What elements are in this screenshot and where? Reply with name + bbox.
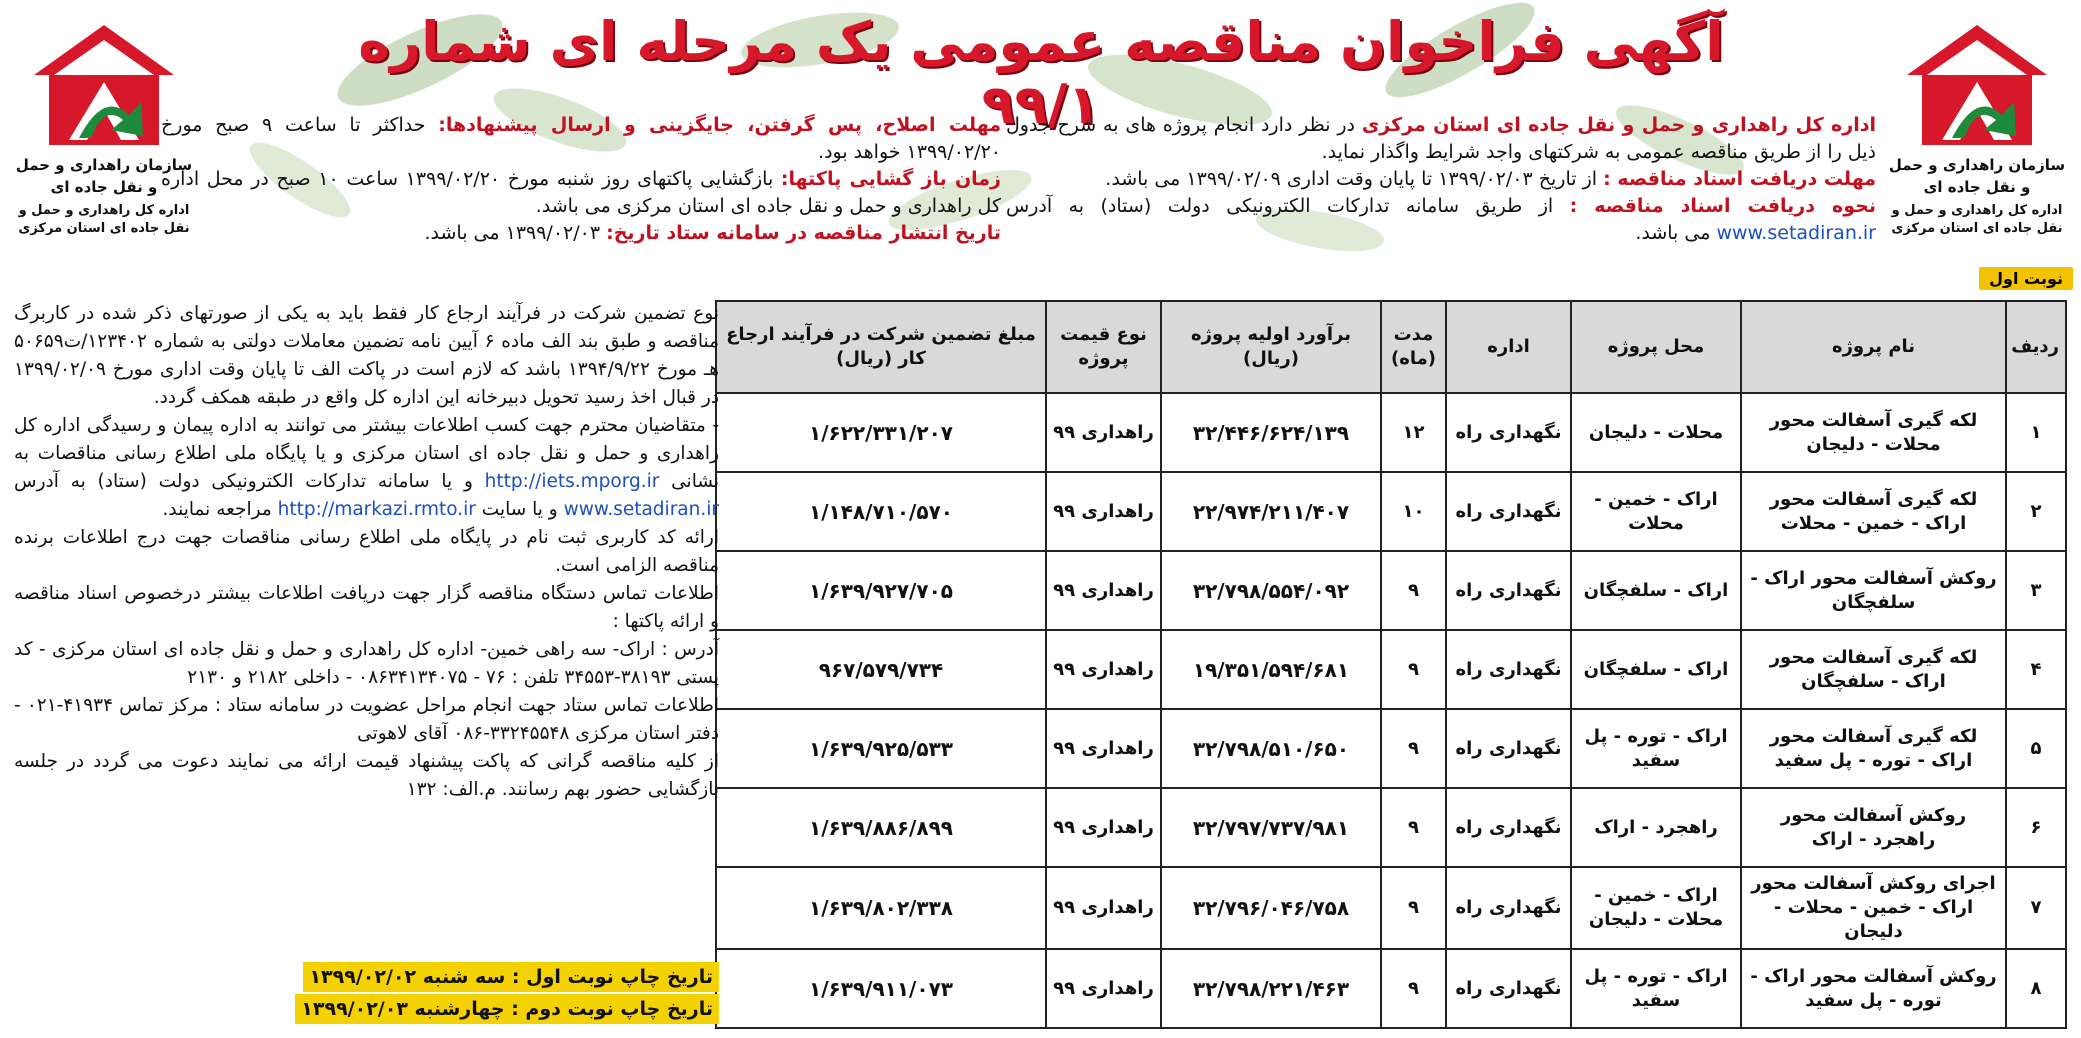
user-code-paragraph: ارائه کد کاربری ثبت نام در پایگاه ملی اطلاع رسانی مناقصات جهت درج اطلاعات برنده مناقصه الزامی است. bbox=[14, 527, 719, 576]
header-department: اداره bbox=[1446, 301, 1571, 393]
cell-price-type: راهداری ۹۹ bbox=[1046, 949, 1161, 1028]
table-row bbox=[716, 630, 2066, 709]
cell-row-number: ۵ bbox=[2006, 709, 2066, 788]
cell-row-number: ۷ bbox=[2006, 867, 2066, 949]
cell-project-location: اراک - سلفچگان bbox=[1571, 551, 1741, 630]
deadline-label: مهلت دریافت اسناد مناقصه : bbox=[1603, 168, 1876, 190]
cell-estimate: ۳۲/۷۹۸/۲۲۱/۴۶۳ bbox=[1161, 949, 1381, 1028]
issue-badge: نوبت اول bbox=[1979, 267, 2073, 290]
table-row bbox=[716, 867, 2066, 949]
cell-estimate: ۲۲/۹۷۴/۲۱۱/۴۰۷ bbox=[1161, 472, 1381, 551]
table-header-row bbox=[716, 301, 2066, 393]
cell-department: نگهداری راه bbox=[1446, 630, 1571, 709]
table-row bbox=[716, 472, 2066, 551]
submit-text: حداکثر تا ساعت ۹ صبح مورخ ۱۳۹۹/۰۲/۲۰ خواهد بود. bbox=[161, 114, 1001, 163]
intro-right-block bbox=[1006, 112, 1876, 247]
header-project-location: محل پروژه bbox=[1571, 301, 1741, 393]
cell-duration: ۹ bbox=[1381, 551, 1446, 630]
cell-guarantee: ۱/۶۳۹/۸۰۲/۳۳۸ bbox=[716, 867, 1046, 949]
header-row-number: ردیف bbox=[2006, 301, 2066, 393]
publish-text: ۱۳۹۹/۰۲/۰۳ می باشد. bbox=[424, 222, 607, 244]
cell-department: نگهداری راه bbox=[1446, 788, 1571, 867]
logo-caption-main: سازمان راهداری و حمل و نقل جاده ای bbox=[1888, 156, 2066, 196]
org-logo-right bbox=[1887, 20, 2067, 260]
method-end: می باشد. bbox=[1635, 222, 1717, 244]
cell-estimate: ۳۲/۴۴۶/۶۲۴/۱۳۹ bbox=[1161, 393, 1381, 472]
rmto-logo-icon bbox=[1902, 20, 2052, 150]
print-dates bbox=[14, 962, 719, 1026]
cell-duration: ۹ bbox=[1381, 630, 1446, 709]
iets-link[interactable]: http://iets.mporg.ir bbox=[484, 471, 660, 492]
cell-guarantee: ۱/۶۲۲/۳۳۱/۲۰۷ bbox=[716, 393, 1046, 472]
header-duration: مدت (ماه) bbox=[1381, 301, 1446, 393]
cell-project-location: اراک - خمین - محلات - دلیجان bbox=[1571, 867, 1741, 949]
method-label: نحوه دریافت اسناد مناقصه : bbox=[1569, 195, 1876, 217]
markazi-link[interactable]: http://markazi.rmto.ir bbox=[277, 499, 476, 520]
header-price-type: نوع قیمت پروژه bbox=[1046, 301, 1161, 393]
cell-project-name: لکه گیری آسفالت محور محلات - دلیجان bbox=[1741, 393, 2006, 472]
logo-caption-sub: اداره کل راهداری و حمل و نقل جاده ای استان مرکزی bbox=[1891, 203, 2063, 236]
cell-department: نگهداری راه bbox=[1446, 709, 1571, 788]
cell-price-type: راهداری ۹۹ bbox=[1046, 709, 1161, 788]
cell-project-name: روکش آسفالت محور اراک - سلفچگان bbox=[1741, 551, 2006, 630]
cell-project-name: روکش آسفالت محور اراک - توره - پل سفید bbox=[1741, 949, 2006, 1028]
rmto-logo-icon bbox=[29, 20, 179, 150]
cell-guarantee: ۱/۶۳۹/۹۲۷/۷۰۵ bbox=[716, 551, 1046, 630]
cell-duration: ۱۰ bbox=[1381, 472, 1446, 551]
table-row bbox=[716, 788, 2066, 867]
cell-price-type: راهداری ۹۹ bbox=[1046, 630, 1161, 709]
cell-price-type: راهداری ۹۹ bbox=[1046, 551, 1161, 630]
org-text: در نظر دارد انجام پروژه های به شرح جدول ذیل را از طریق مناقصه عمومی به شرکتهای واجد شرایط واگذار نماید. bbox=[1006, 114, 1876, 163]
info-text-d: مراجعه نمایند. bbox=[162, 499, 278, 520]
org-name: اداره کل راهداری و حمل و نقل جاده ای استان مرکزی bbox=[1361, 114, 1876, 136]
info-text-c: و یا سایت bbox=[475, 499, 564, 520]
address-paragraph: آدرس : اراک- سه راهی خمین- اداره کل راهداری و حمل و نقل جاده ای استان مرکزی - کد پستی ۳۸۱۹۳-۳۴۵۵۳ تلفن : ۷۶ - ۰۸۶۳۴۱۳۴۰۷۵ - داخلی ۲۱۸۲ و ۲۱۳۰ bbox=[14, 639, 719, 688]
logo-caption-sub: اداره کل راهداری و حمل و نقل جاده ای استان مرکزی bbox=[18, 203, 190, 236]
header-project-name: نام پروژه bbox=[1741, 301, 2006, 393]
cell-department: نگهداری راه bbox=[1446, 472, 1571, 551]
info-text-a: - متقاضیان محترم جهت کسب اطلاعات بیشتر می توانند به اداره پیمان و رسیدگی اداره کل راهداری و حمل و نقل جاده ای استان مرکزی و یا پایگاه ملی اطلاع رسانی مناقصات به نشانی bbox=[14, 415, 719, 492]
cell-department: نگهداری راه bbox=[1446, 949, 1571, 1028]
cell-department: نگهداری راه bbox=[1446, 867, 1571, 949]
print-date-second: تاریخ چاپ نوبت دوم : چهارشنبه ۱۳۹۹/۰۲/۰۳ bbox=[295, 994, 719, 1024]
table-row bbox=[716, 949, 2066, 1028]
setad-contact-paragraph: اطلاعات تماس ستاد جهت انجام مراحل عضویت در سامانه ستاد : مرکز تماس ۴۱۹۳۴-۰۲۱ - دفتر استان مرکزی ۳۳۲۴۵۵۴۸-۰۸۶ آقای لاهوتی bbox=[14, 695, 719, 744]
cell-duration: ۱۲ bbox=[1381, 393, 1446, 472]
tenders-table-wrapper bbox=[717, 300, 2067, 1029]
contact-heading: اطلاعات تماس دستگاه مناقصه گزار جهت دریافت اطلاعات بیشتر درخصوص اسناد مناقصه و ارائه پاکتها : bbox=[14, 583, 719, 632]
cell-project-location: راهجرد - اراک bbox=[1571, 788, 1741, 867]
conditions-column bbox=[14, 300, 719, 804]
cell-row-number: ۱ bbox=[2006, 393, 2066, 472]
cell-guarantee: ۱/۶۳۹/۸۸۶/۸۹۹ bbox=[716, 788, 1046, 867]
cell-guarantee: ۹۶۷/۵۷۹/۷۳۴ bbox=[716, 630, 1046, 709]
submit-label: مهلت اصلاح، پس گرفتن، جایگزینی و ارسال پیشنهادها: bbox=[438, 114, 1001, 136]
cell-project-location: اراک - توره - پل سفید bbox=[1571, 949, 1741, 1028]
header-guarantee: مبلغ تضمین شرکت در فرآیند ارجاع کار (ریال) bbox=[716, 301, 1046, 393]
open-text: بازگشایی پاکتهای روز شنبه مورخ ۱۳۹۹/۰۲/۲۰ ساعت ۱۰ صبح در محل اداره کل راهداری و حمل و نقل جاده ای استان مرکزی می باشد. bbox=[161, 168, 1001, 217]
cell-duration: ۹ bbox=[1381, 867, 1446, 949]
table-row bbox=[716, 393, 2066, 472]
cell-project-name: لکه گیری آسفالت محور اراک - توره - پل سفید bbox=[1741, 709, 2006, 788]
cell-price-type: راهداری ۹۹ bbox=[1046, 788, 1161, 867]
intro-left-block bbox=[161, 112, 1001, 247]
cell-duration: ۹ bbox=[1381, 709, 1446, 788]
cell-row-number: ۸ bbox=[2006, 949, 2066, 1028]
cell-row-number: ۳ bbox=[2006, 551, 2066, 630]
logo-caption-main: سازمان راهداری و حمل و نقل جاده ای bbox=[15, 156, 193, 196]
deadline-text: از تاریخ ۱۳۹۹/۰۲/۰۳ تا پایان وقت اداری ۱۳۹۹/۰۲/۰۹ می باشد. bbox=[1105, 168, 1604, 190]
guarantee-paragraph: نوع تضمین شرکت در فرآیند ارجاع کار فقط باید به یکی از صورتهای ذکر شده در کاربرگ مناقصه و طبق بند الف ماده ۶ آیین نامه تضمین معاملات دولتی به شماره ۱۲۳۴۰۲/ت۵۰۶۵۹ هـ مورخ ۱۳۹۴/۹/۲۲ باشد که لازم است در پاکت الف تا پایان وقت اداری مورخ ۱۳۹۹/۰۲/۰۹ در قبال اخذ رسید تحویل دبیرخانه این اداره کل واقع در طبقه همکف گردد. bbox=[14, 303, 720, 408]
open-label: زمان باز گشایی پاکتها: bbox=[780, 168, 1001, 190]
cell-estimate: ۳۲/۷۹۸/۵۵۴/۰۹۲ bbox=[1161, 551, 1381, 630]
cell-project-location: اراک - سلفچگان bbox=[1571, 630, 1741, 709]
tenders-table bbox=[715, 300, 2067, 1029]
print-date-first: تاریخ چاپ نوبت اول : سه شنبه ۱۳۹۹/۰۲/۰۲ bbox=[303, 962, 719, 992]
cell-price-type: راهداری ۹۹ bbox=[1046, 472, 1161, 551]
info-paragraph bbox=[14, 412, 719, 524]
header-estimate: برآورد اولیه پروژه (ریال) bbox=[1161, 301, 1381, 393]
cell-price-type: راهداری ۹۹ bbox=[1046, 867, 1161, 949]
cell-department: نگهداری راه bbox=[1446, 551, 1571, 630]
method-text: از طریق سامانه تدارکات الکترونیکی دولت (ستاد) به آدرس bbox=[1006, 195, 1570, 217]
info-text-b: و یا سامانه تدارکات الکترونیکی دولت (ستاد) به آدرس bbox=[14, 471, 485, 492]
invitation-paragraph: از کلیه مناقصه گرانی که پاکت پیشنهاد قیمت ارائه می نمایند دعوت می گردد در جلسه بازگشایی حضور بهم رسانند. م.الف: ۱۳۲ bbox=[14, 751, 719, 800]
cell-project-location: اراک - توره - پل سفید bbox=[1571, 709, 1741, 788]
cell-row-number: ۲ bbox=[2006, 472, 2066, 551]
page-title: آگهی فراخوان مناقصه عمومی یک مرحله ای شماره ۹۹/۱ bbox=[358, 10, 1724, 136]
cell-project-name: لکه گیری آسفالت محور اراک - سلفچگان bbox=[1741, 630, 2006, 709]
cell-department: نگهداری راه bbox=[1446, 393, 1571, 472]
setad-link-side[interactable]: www.setadiran.ir bbox=[563, 499, 719, 520]
cell-price-type: راهداری ۹۹ bbox=[1046, 393, 1161, 472]
setad-link[interactable]: www.setadiran.ir bbox=[1716, 222, 1876, 244]
cell-estimate: ۳۲/۷۹۸/۵۱۰/۶۵۰ bbox=[1161, 709, 1381, 788]
cell-estimate: ۳۲/۷۹۶/۰۴۶/۷۵۸ bbox=[1161, 867, 1381, 949]
cell-project-location: محلات - دلیجان bbox=[1571, 393, 1741, 472]
table-row bbox=[716, 551, 2066, 630]
cell-project-location: اراک - خمین - محلات bbox=[1571, 472, 1741, 551]
cell-project-name: روکش آسفالت محور راهجرد - اراک bbox=[1741, 788, 2006, 867]
publish-label: تاریخ انتشار مناقصه در سامانه ستاد تاریخ: bbox=[606, 222, 1001, 244]
cell-duration: ۹ bbox=[1381, 788, 1446, 867]
cell-guarantee: ۱/۱۴۸/۷۱۰/۵۷۰ bbox=[716, 472, 1046, 551]
cell-project-name: اجرای روکش آسفالت محور اراک - خمین - محلات - دلیجان bbox=[1741, 867, 2006, 949]
cell-duration: ۹ bbox=[1381, 949, 1446, 1028]
table-row bbox=[716, 709, 2066, 788]
cell-guarantee: ۱/۶۳۹/۹۱۱/۰۷۳ bbox=[716, 949, 1046, 1028]
cell-guarantee: ۱/۶۳۹/۹۲۵/۵۳۳ bbox=[716, 709, 1046, 788]
cell-estimate: ۳۲/۷۹۷/۷۳۷/۹۸۱ bbox=[1161, 788, 1381, 867]
cell-estimate: ۱۹/۳۵۱/۵۹۴/۶۸۱ bbox=[1161, 630, 1381, 709]
cell-row-number: ۴ bbox=[2006, 630, 2066, 709]
cell-row-number: ۶ bbox=[2006, 788, 2066, 867]
cell-project-name: لکه گیری آسفالت محور اراک - خمین - محلات bbox=[1741, 472, 2006, 551]
